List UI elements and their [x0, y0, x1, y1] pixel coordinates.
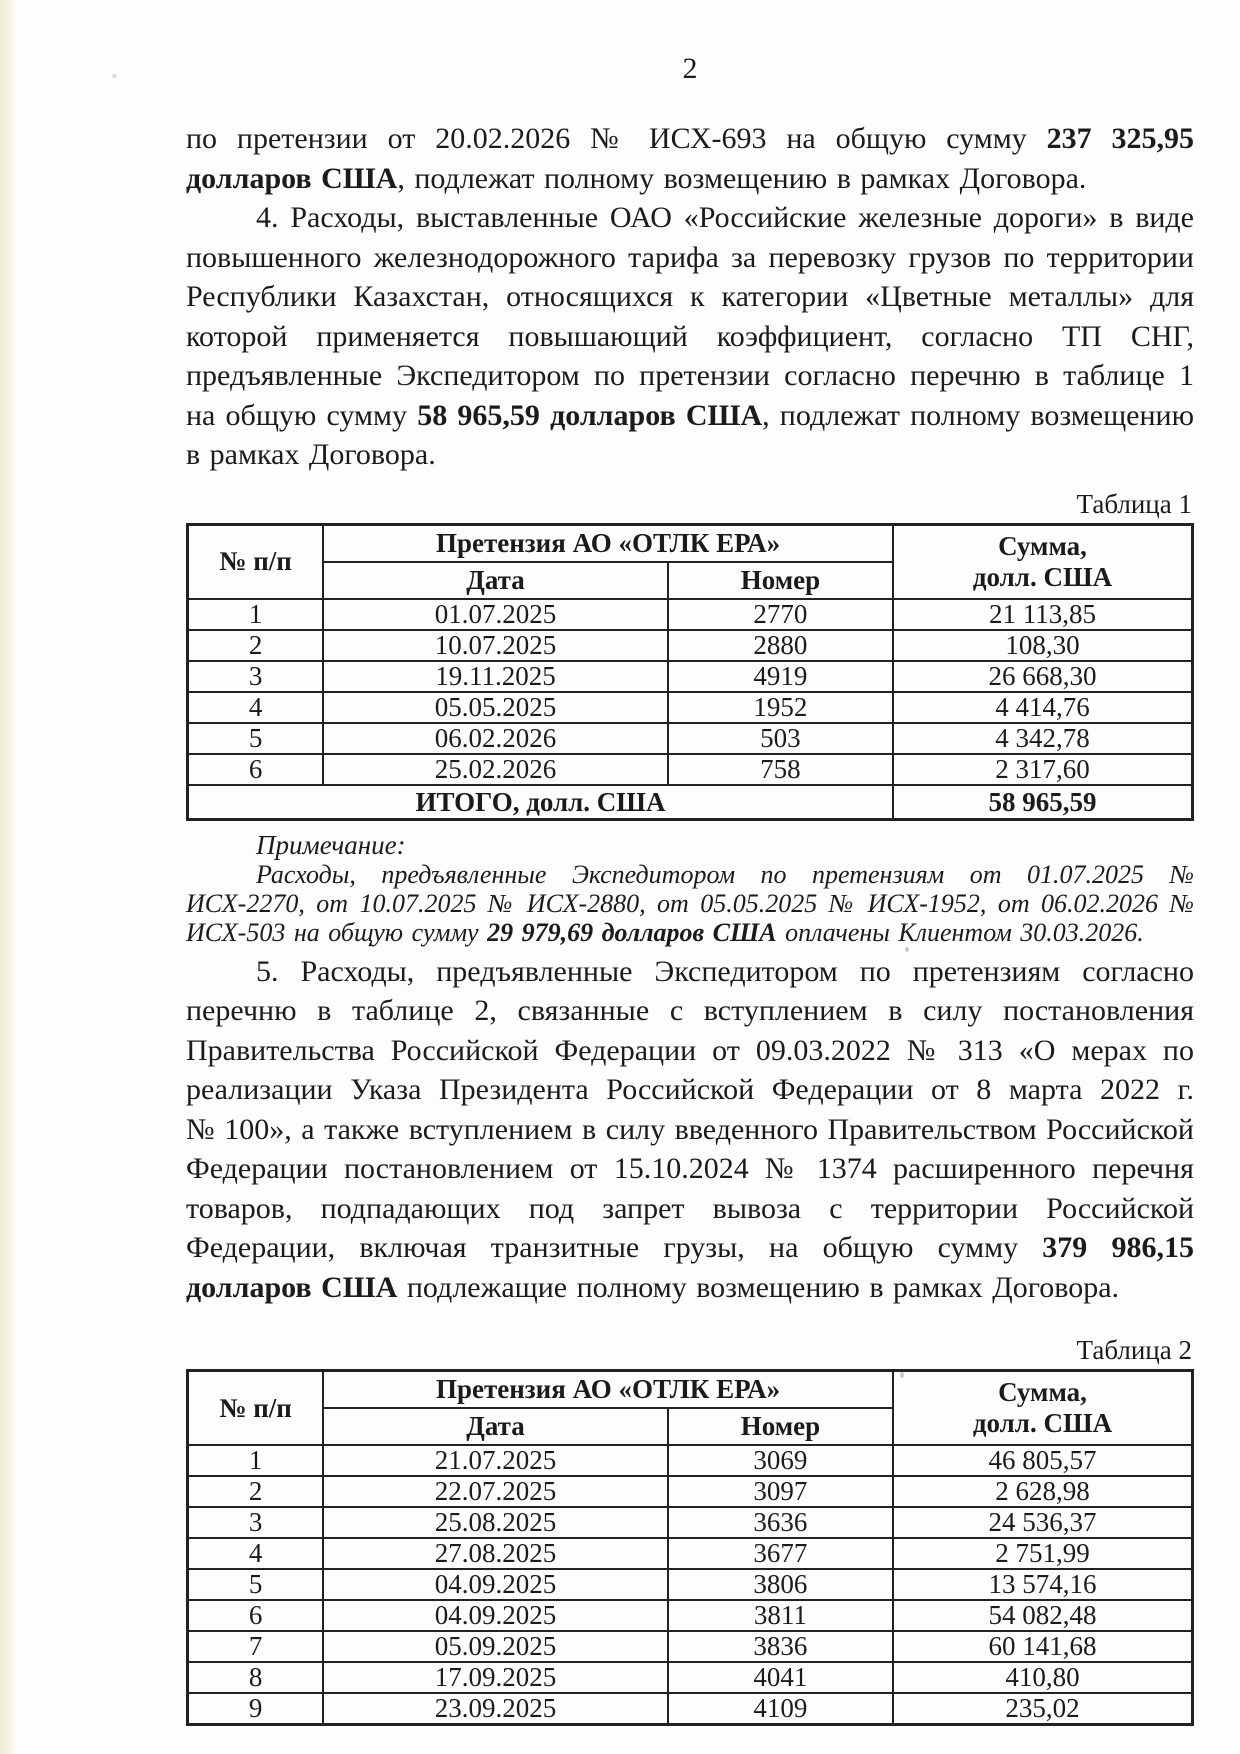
row-index-cell: 5 — [188, 1569, 324, 1600]
table2-header-num: № п/п — [188, 1371, 324, 1446]
table-row — [188, 1538, 1193, 1569]
row-index-cell: 8 — [188, 1662, 324, 1693]
amount-usd-cell: 60 141,68 — [893, 1631, 1193, 1662]
claim-number-cell: 3836 — [668, 1631, 893, 1662]
table-row — [188, 1445, 1193, 1476]
table-row — [188, 723, 1193, 754]
row-index-cell: 3 — [188, 1507, 324, 1538]
table-row — [188, 1693, 1193, 1725]
table1-footer — [188, 785, 1193, 820]
claim-date-cell: 05.09.2025 — [323, 1631, 668, 1662]
amount-usd-cell: 46 805,57 — [893, 1445, 1193, 1476]
claim-number-cell: 3811 — [668, 1600, 893, 1631]
table2-header-sum-line2: долл. США — [972, 1408, 1113, 1438]
row-index-cell: 6 — [188, 754, 324, 785]
bold-amount-text: 29 979,69 долларов США — [487, 917, 777, 947]
claim-date-cell: 01.07.2025 — [323, 599, 668, 630]
amount-usd-cell: 21 113,85 — [893, 599, 1193, 630]
amount-usd-cell: 108,30 — [893, 630, 1193, 661]
table1-header-number: Номер — [668, 562, 893, 599]
document-content — [186, 119, 1194, 1726]
table-row — [188, 1662, 1193, 1693]
paragraph-continuation — [186, 119, 1194, 198]
body-text: оплачены Клиентом 30.03.2026. — [776, 917, 1144, 947]
claim-date-cell: 23.09.2025 — [323, 1693, 668, 1725]
scan-edge-artifact — [0, 0, 17, 1754]
amount-usd-cell: 13 574,16 — [893, 1569, 1193, 1600]
claim-date-cell: 27.08.2025 — [323, 1538, 668, 1569]
table-row — [188, 661, 1193, 692]
body-text: 5. Расходы, предъявленные Экспедитором по претензиям согласно перечню в таблице 2, связанные с вступлением в силу постановления Правительства Российской Федерации от 09.03.2022 № 313 «О мерах по реализации Указа Президента Российской Федерации от 8 марта 2022 г. № 100», а также вступлением в силу введенного Правительством Российской Федерации постановлением от 15.10.2024 № 1374 расширенного перечня товаров, подпадающих под запрет вывоза с территории Российской Федерации, включая транзитные грузы, на общую сумму — [186, 954, 1194, 1264]
claims-table-1 — [186, 523, 1194, 821]
claim-number-cell: 503 — [668, 723, 893, 754]
amount-usd-cell: 4 414,76 — [893, 692, 1193, 723]
claim-date-cell: 22.07.2025 — [323, 1476, 668, 1507]
row-index-cell: 2 — [188, 630, 324, 661]
table1-header-date: Дата — [323, 562, 668, 599]
row-index-cell: 6 — [188, 1600, 324, 1631]
table-row — [188, 754, 1193, 785]
note-paragraph — [186, 860, 1194, 947]
table-row — [188, 1600, 1193, 1631]
claim-date-cell: 17.09.2025 — [323, 1662, 668, 1693]
amount-usd-cell: 2 628,98 — [893, 1476, 1193, 1507]
table1-body — [188, 599, 1193, 785]
amount-usd-cell: 26 668,30 — [893, 661, 1193, 692]
claim-date-cell: 04.09.2025 — [323, 1569, 668, 1600]
table1-total-label: ИТОГО, долл. США — [188, 785, 893, 820]
row-index-cell: 2 — [188, 1476, 324, 1507]
bold-amount-text: 58 965,59 долларов США — [417, 398, 763, 432]
row-index-cell: 7 — [188, 1631, 324, 1662]
claim-number-cell: 3677 — [668, 1538, 893, 1569]
claim-number-cell: 4041 — [668, 1662, 893, 1693]
table1-header-num: № п/п — [188, 524, 324, 599]
table-row — [188, 599, 1193, 630]
row-index-cell: 3 — [188, 661, 324, 692]
claim-date-cell: 06.02.2026 — [323, 723, 668, 754]
bold-amount-text: 379 986,15 долларов США — [186, 1231, 1195, 1304]
claims-table-2 — [186, 1369, 1194, 1726]
table2-caption: Таблица 2 — [1076, 1335, 1192, 1365]
claim-number-cell: 3069 — [668, 1445, 893, 1476]
table1-header-sum — [893, 524, 1193, 599]
paragraph-item-5 — [186, 952, 1194, 1308]
claim-date-cell: 04.09.2025 — [323, 1600, 668, 1631]
table2-header-sum-line1: Сумма, — [998, 1377, 1087, 1407]
table-row — [188, 1507, 1193, 1538]
amount-usd-cell: 2 751,99 — [893, 1538, 1193, 1569]
table-row — [188, 630, 1193, 661]
row-index-cell: 5 — [188, 723, 324, 754]
table-row — [188, 1476, 1193, 1507]
scan-speck — [900, 1372, 904, 1378]
claim-number-cell: 2770 — [668, 599, 893, 630]
claim-number-cell: 3636 — [668, 1507, 893, 1538]
table1-header-sum-line1: Сумма, — [998, 530, 1087, 561]
table-row — [188, 1631, 1193, 1662]
paragraph-item-4 — [186, 198, 1194, 475]
amount-usd-cell: 24 536,37 — [893, 1507, 1193, 1538]
claim-date-cell: 05.05.2025 — [323, 692, 668, 723]
table2-header-number: Номер — [668, 1408, 893, 1445]
body-text: , подлежат полному возмещению в рамках Договора. — [397, 161, 1087, 195]
table2-header-sum — [893, 1371, 1193, 1446]
amount-usd-cell: 2 317,60 — [893, 754, 1193, 785]
claim-date-cell: 25.02.2026 — [323, 754, 668, 785]
table2-body — [188, 1445, 1193, 1725]
table2-header-date: Дата — [323, 1408, 668, 1445]
row-index-cell: 1 — [188, 1445, 324, 1476]
claim-date-cell: 25.08.2025 — [323, 1507, 668, 1538]
amount-usd-cell: 410,80 — [893, 1662, 1193, 1693]
body-text: 4. Расходы, выставленные ОАО «Российские железные дороги» в виде повышенного железнодорожного тарифа за перевозку грузов по территории Республики Казахстан, относящихся к категории «Цветные металлы» для которой применяется повышающий коэффициент, согласно ТП СНГ, предъявленные Экспедитором по претензии согласно перечню в таблице 1 на общую сумму — [186, 201, 1194, 432]
row-index-cell: 1 — [188, 599, 324, 630]
table1-header — [188, 524, 1193, 599]
body-text: , подлежат полному возмещению в рамках Договора. — [186, 398, 1195, 471]
table-row — [188, 1569, 1193, 1600]
body-text: подлежащие полному возмещению в рамках Договора. — [397, 1270, 1120, 1304]
claim-date-cell: 19.11.2025 — [323, 661, 668, 692]
table1-header-sum-line2: долл. США — [972, 561, 1113, 592]
page-number: 2 — [682, 52, 698, 85]
claim-number-cell: 3097 — [668, 1476, 893, 1507]
body-text: по претензии от 20.02.2026 № ИСХ-693 на общую сумму — [186, 122, 1047, 155]
scan-speck — [905, 947, 909, 952]
table-row — [188, 692, 1193, 723]
amount-usd-cell: 4 342,78 — [893, 723, 1193, 754]
claim-number-cell: 1952 — [668, 692, 893, 723]
table-header-row — [188, 1371, 1193, 1409]
claim-number-cell: 3806 — [668, 1569, 893, 1600]
claim-date-cell: 10.07.2025 — [323, 630, 668, 661]
amount-usd-cell: 235,02 — [893, 1693, 1193, 1725]
note-label: Примечание: — [256, 829, 406, 860]
claim-number-cell: 4919 — [668, 661, 893, 692]
body-text: Расходы, предъявленные Экспедитором по претензиям от 01.07.2025 № ИСХ-2270, от 10.07.2025 № ИСХ-2880, от 05.05.2025 № ИСХ-1952, от 06.02.2026 № ИСХ-503 на общую сумму — [186, 859, 1194, 947]
table-header-row — [188, 524, 1193, 562]
claim-date-cell: 21.07.2025 — [323, 1445, 668, 1476]
claim-number-cell: 4109 — [668, 1693, 893, 1725]
claim-number-cell: 758 — [668, 754, 893, 785]
table1-caption: Таблица 1 — [1076, 488, 1192, 519]
table1-header-claim: Претензия АО «ОТЛК ЕРА» — [323, 524, 893, 562]
row-index-cell: 9 — [188, 1693, 324, 1725]
table2-header-claim: Претензия АО «ОТЛК ЕРА» — [323, 1371, 893, 1409]
table2-header — [188, 1371, 1193, 1446]
table-total-row — [188, 785, 1193, 820]
claim-number-cell: 2880 — [668, 630, 893, 661]
amount-usd-cell: 54 082,48 — [893, 1600, 1193, 1631]
row-index-cell: 4 — [188, 1538, 324, 1569]
table1-total-value: 58 965,59 — [893, 785, 1193, 820]
row-index-cell: 4 — [188, 692, 324, 723]
scan-speck — [112, 74, 117, 78]
bold-amount-text: 237 325,95 долларов США — [186, 122, 1194, 195]
